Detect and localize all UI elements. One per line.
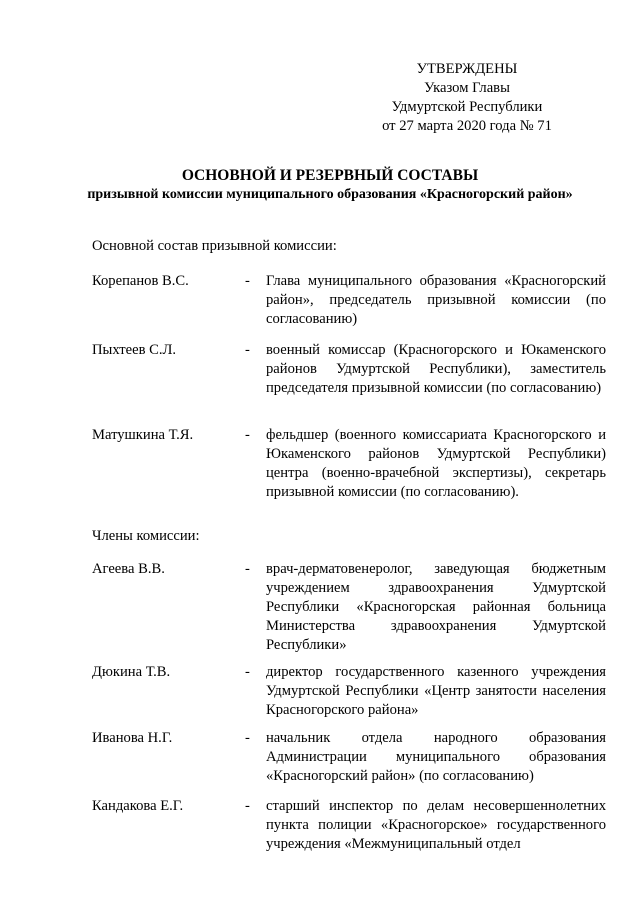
member-name: Иванова Н.Г. [92,730,173,746]
title-line-2: призывной комиссии муниципального образования «Красногорский район» [87,187,573,202]
member-role: врач-дерматовенеролог, заведующая бюджетным учреждением здравоохранения Удмуртской Республики «Красногорская районная больница Министерства здравоохранения Удмуртской Республики» [266,561,606,653]
approval-heading: УТВЕРЖДЕНЫ [416,61,518,77]
approval-republic: Удмуртской Республики [391,99,543,115]
members-section-label: Члены комиссии: [92,528,200,544]
member-role: Глава муниципального образования «Красногорский район», председатель призывной комиссии (по согласованию) [266,273,606,327]
approval-block [364,60,570,136]
member-dash: - [245,427,250,443]
member-dash: - [245,273,250,289]
member-role: старший инспектор по делам несовершеннолетних пункта полиции «Красногорское» государственного учреждения «Межмуниципальный отдел [266,798,606,852]
approval-decree: Указом Главы [424,80,510,96]
member-dash: - [245,664,250,680]
member-role: начальник отдела народного образования Администрации муниципального образования «Красногорский район» (по согласованию) [266,730,606,784]
member-dash: - [245,798,250,814]
member-role: военный комиссар (Красногорского и Юкаменского районов Удмуртской Республики), заместитель председателя призывной комиссии (по согласованию) [266,342,606,396]
member-name: Корепанов В.С. [92,273,189,289]
member-dash: - [245,561,250,577]
member-name: Дюкина Т.В. [92,664,171,680]
title-line-1: ОСНОВНОЙ И РЕЗЕРВНЫЙ СОСТАВЫ [181,167,479,184]
member-name: Кандакова Е.Г. [92,798,184,814]
member-role: фельдшер (военного комиссариата Красногорского и Юкаменского районов Удмуртской Республики) центра (военно-врачебной экспертизы), секретарь призывной комиссии (по согласованию). [266,427,606,500]
member-dash: - [245,342,250,358]
member-role: директор государственного казенного учреждения Удмуртской Республики «Центр занятости населения Красногорского района» [266,664,606,718]
member-name: Пыхтеев С.Л. [92,342,177,358]
approval-date: от 27 марта 2020 года № 71 [382,118,552,134]
document-title [40,166,620,204]
main-section-label: Основной состав призывной комиссии: [92,238,337,254]
member-dash: - [245,730,250,746]
member-name: Матушкина Т.Я. [92,427,194,443]
member-name: Агеева В.В. [92,561,165,577]
